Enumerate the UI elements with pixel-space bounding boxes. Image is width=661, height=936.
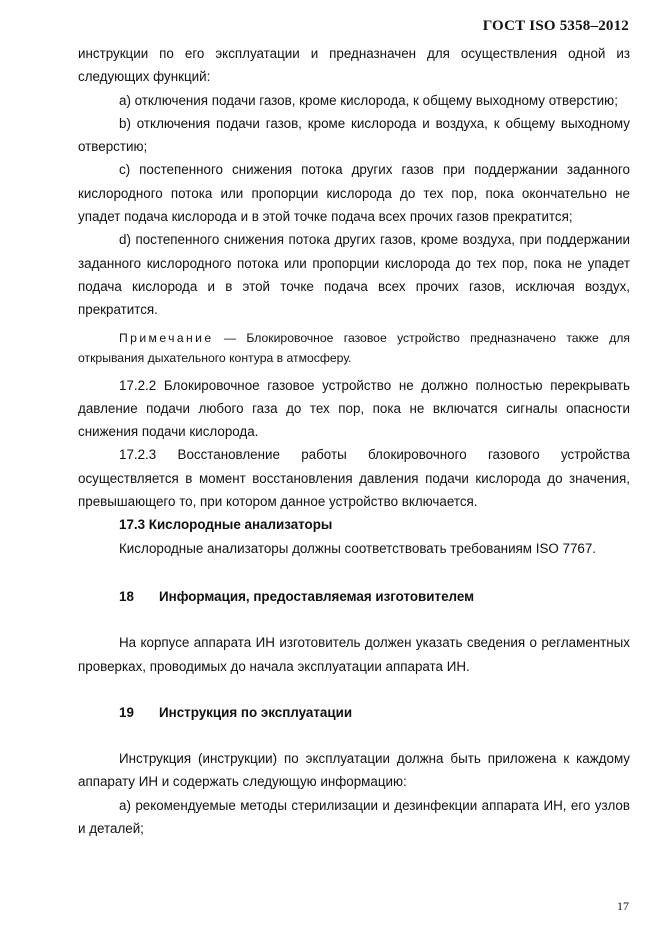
clause-17-3-text: Кислородные анализаторы должны соответствовать требованиям ISO 7767. (119, 540, 597, 556)
section-18-number: 18 (119, 588, 134, 604)
page-body (78, 42, 630, 840)
list-item-a: а) отключения подачи газов, кроме кислорода, к общему выходному отверстию; (119, 92, 618, 108)
intro-paragraph: инструкции по его эксплуатации и предназначен для осуществления одной из следующих функций: (78, 46, 630, 85)
list-item-b: b) отключения подачи газов, кроме кислорода и воздуха, к общему выходному отверстию; (78, 115, 630, 155)
section-18-heading (78, 585, 630, 608)
note-paragraph (78, 328, 630, 368)
note-text: — Блокировочное газовое устройство предназначено также для открывания дыхательного контура в атмосферу. (78, 330, 630, 365)
section-18-title: Информация, предоставляемая изготовителем (159, 588, 475, 604)
section-19-number: 19 (119, 704, 134, 720)
clause-17-2-3: 17.2.3 Восстановление работы блокировочного газового устройства осуществляется в момент восстановления давления подачи кислорода до значения, превышающего то, при котором данное устройство включается. (78, 447, 630, 510)
list-item-c: c) постепенного снижения потока других газов при поддержании заданного кислородного потока или пропорции кислорода до тех пор, пока окончательно не упадет подача кислорода и в этой точке подача всех прочих газов прекратится; (78, 162, 630, 225)
section-19-text: Инструкция (инструкции) по эксплуатации должна быть приложена к каждому аппарату ИН и содержать следующую информацию: (78, 751, 630, 790)
clause-17-2-2: 17.2.2 Блокировочное газовое устройство не должно полностью перекрывать давление подачи любого газа до тех пор, пока не включатся сигналы опасности снижения подачи кислорода. (78, 377, 630, 440)
section-18-text: На корпусе аппарата ИН изготовитель должен указать сведения о регламентных проверках, проводимых до начала эксплуатации аппарата ИН. (78, 635, 630, 674)
list-item-d: d) постепенного снижения потока других газов, кроме воздуха, при поддержании заданного кислородного потока или пропорции кислорода до тех пор, пока не упадет подача кислорода и в этой точке подача всех прочих газов, исключая воздух, прекратится. (78, 232, 630, 318)
section-19-item-a: а) рекомендуемые методы стерилизации и дезинфекции аппарата ИН, его узлов и деталей; (78, 797, 630, 837)
page-number: 17 (617, 899, 629, 913)
section-19-title: Инструкция по эксплуатации (159, 704, 353, 720)
heading-17-3: 17.3 Кислородные анализаторы (119, 517, 333, 533)
document-id: ГОСТ ISO 5358–2012 (482, 18, 629, 34)
note-label: Примечание (119, 330, 214, 345)
section-19-heading (78, 701, 630, 724)
